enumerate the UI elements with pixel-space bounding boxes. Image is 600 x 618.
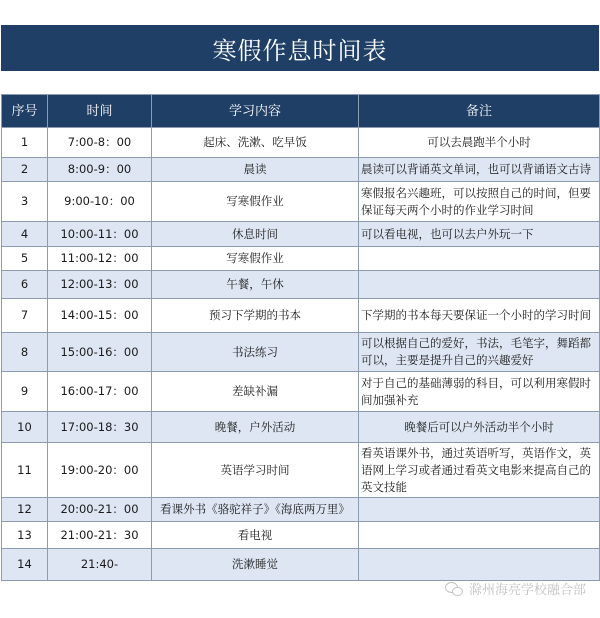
column-header-note: 备注 [359, 95, 600, 128]
time-cell: 8:00-9：00 [48, 158, 152, 182]
row-number-cell: 4 [2, 222, 48, 247]
note-cell: 晚餐后可以户外活动半个小时 [359, 412, 600, 443]
content-cell: 差缺补漏 [152, 372, 359, 412]
table-row [2, 222, 600, 247]
table-row [2, 247, 600, 271]
table-row [2, 522, 600, 549]
time-cell: 21:00-21：30 [48, 522, 152, 549]
note-cell: 可以看电视，也可以去户外玩一下 [359, 222, 600, 247]
row-number-cell: 8 [2, 333, 48, 372]
table-row [2, 299, 600, 333]
wechat-logo-icon [445, 582, 463, 596]
table-row [2, 372, 600, 412]
row-number-cell: 9 [2, 372, 48, 412]
watermark-text: 滁州海亮学校融合部 [468, 583, 586, 598]
column-header-time: 时间 [48, 95, 152, 128]
table-row [2, 333, 600, 372]
time-cell: 11:00-12：00 [48, 247, 152, 271]
column-header-no: 序号 [2, 95, 48, 128]
note-cell [359, 549, 600, 581]
table-row [2, 271, 600, 299]
content-cell: 预习下学期的书本 [152, 299, 359, 333]
row-number-cell: 14 [2, 549, 48, 581]
note-cell: 对于自己的基础薄弱的科目，可以利用寒假时间加强补充 [359, 372, 600, 412]
time-cell: 15:00-16：00 [48, 333, 152, 372]
note-cell [359, 271, 600, 299]
table-header-row [2, 95, 600, 128]
table-row [2, 158, 600, 182]
row-number-cell: 11 [2, 443, 48, 498]
row-number-cell: 2 [2, 158, 48, 182]
note-cell: 下学期的书本每天要保证一个小时的学习时间 [359, 299, 600, 333]
row-number-cell: 3 [2, 182, 48, 222]
note-cell [359, 498, 600, 522]
note-cell: 可以去晨跑半个小时 [359, 128, 600, 158]
table-row [2, 128, 600, 158]
row-number-cell: 1 [2, 128, 48, 158]
time-cell: 17:00-18：30 [48, 412, 152, 443]
table-row [2, 549, 600, 581]
row-number-cell: 13 [2, 522, 48, 549]
page-title: 寒假作息时间表 [1, 25, 599, 71]
time-cell: 20:00-21：00 [48, 498, 152, 522]
row-number-cell: 12 [2, 498, 48, 522]
time-cell: 19:00-20：00 [48, 443, 152, 498]
row-number-cell: 5 [2, 247, 48, 271]
table-row [2, 498, 600, 522]
content-cell: 休息时间 [152, 222, 359, 247]
content-cell: 晚餐，户外活动 [152, 412, 359, 443]
content-cell: 午餐，午休 [152, 271, 359, 299]
row-number-cell: 6 [2, 271, 48, 299]
row-number-cell: 7 [2, 299, 48, 333]
content-cell: 看电视 [152, 522, 359, 549]
content-cell: 书法练习 [152, 333, 359, 372]
row-number-cell: 10 [2, 412, 48, 443]
note-cell [359, 247, 600, 271]
time-cell: 9:00-10：00 [48, 182, 152, 222]
column-header-content: 学习内容 [152, 95, 359, 128]
content-cell: 写寒假作业 [152, 247, 359, 271]
content-cell: 写寒假作业 [152, 182, 359, 222]
content-cell: 看课外书《骆驼祥子》《海底两万里》 [152, 498, 359, 522]
content-cell: 洗漱睡觉 [152, 549, 359, 581]
time-cell: 12:00-13：00 [48, 271, 152, 299]
time-cell: 7:00-8：00 [48, 128, 152, 158]
content-cell: 起床、洗漱、吃早饭 [152, 128, 359, 158]
table-row [2, 182, 600, 222]
note-cell: 寒假报名兴趣班，可以按照自己的时间，但要保证每天两个小时的作业学习时间 [359, 182, 600, 222]
time-cell: 10:00-11：00 [48, 222, 152, 247]
schedule-table [1, 94, 600, 581]
note-cell: 晨读可以背诵英文单词，也可以背诵语文古诗 [359, 158, 600, 182]
note-cell: 可以根据自己的爱好，书法，毛笔字，舞蹈都可以，主要是提升自己的兴趣爱好 [359, 333, 600, 372]
content-cell: 英语学习时间 [152, 443, 359, 498]
time-cell: 16:00-17：00 [48, 372, 152, 412]
table-row [2, 412, 600, 443]
time-cell: 21:40- [48, 549, 152, 581]
watermark [445, 579, 586, 598]
note-cell [359, 522, 600, 549]
note-cell: 看英语课外书，通过英语听写，英语作文，英语网上学习或者通过看英文电影来提高自己的英文技能 [359, 443, 600, 498]
time-cell: 14:00-15：00 [48, 299, 152, 333]
table-row [2, 443, 600, 498]
content-cell: 晨读 [152, 158, 359, 182]
